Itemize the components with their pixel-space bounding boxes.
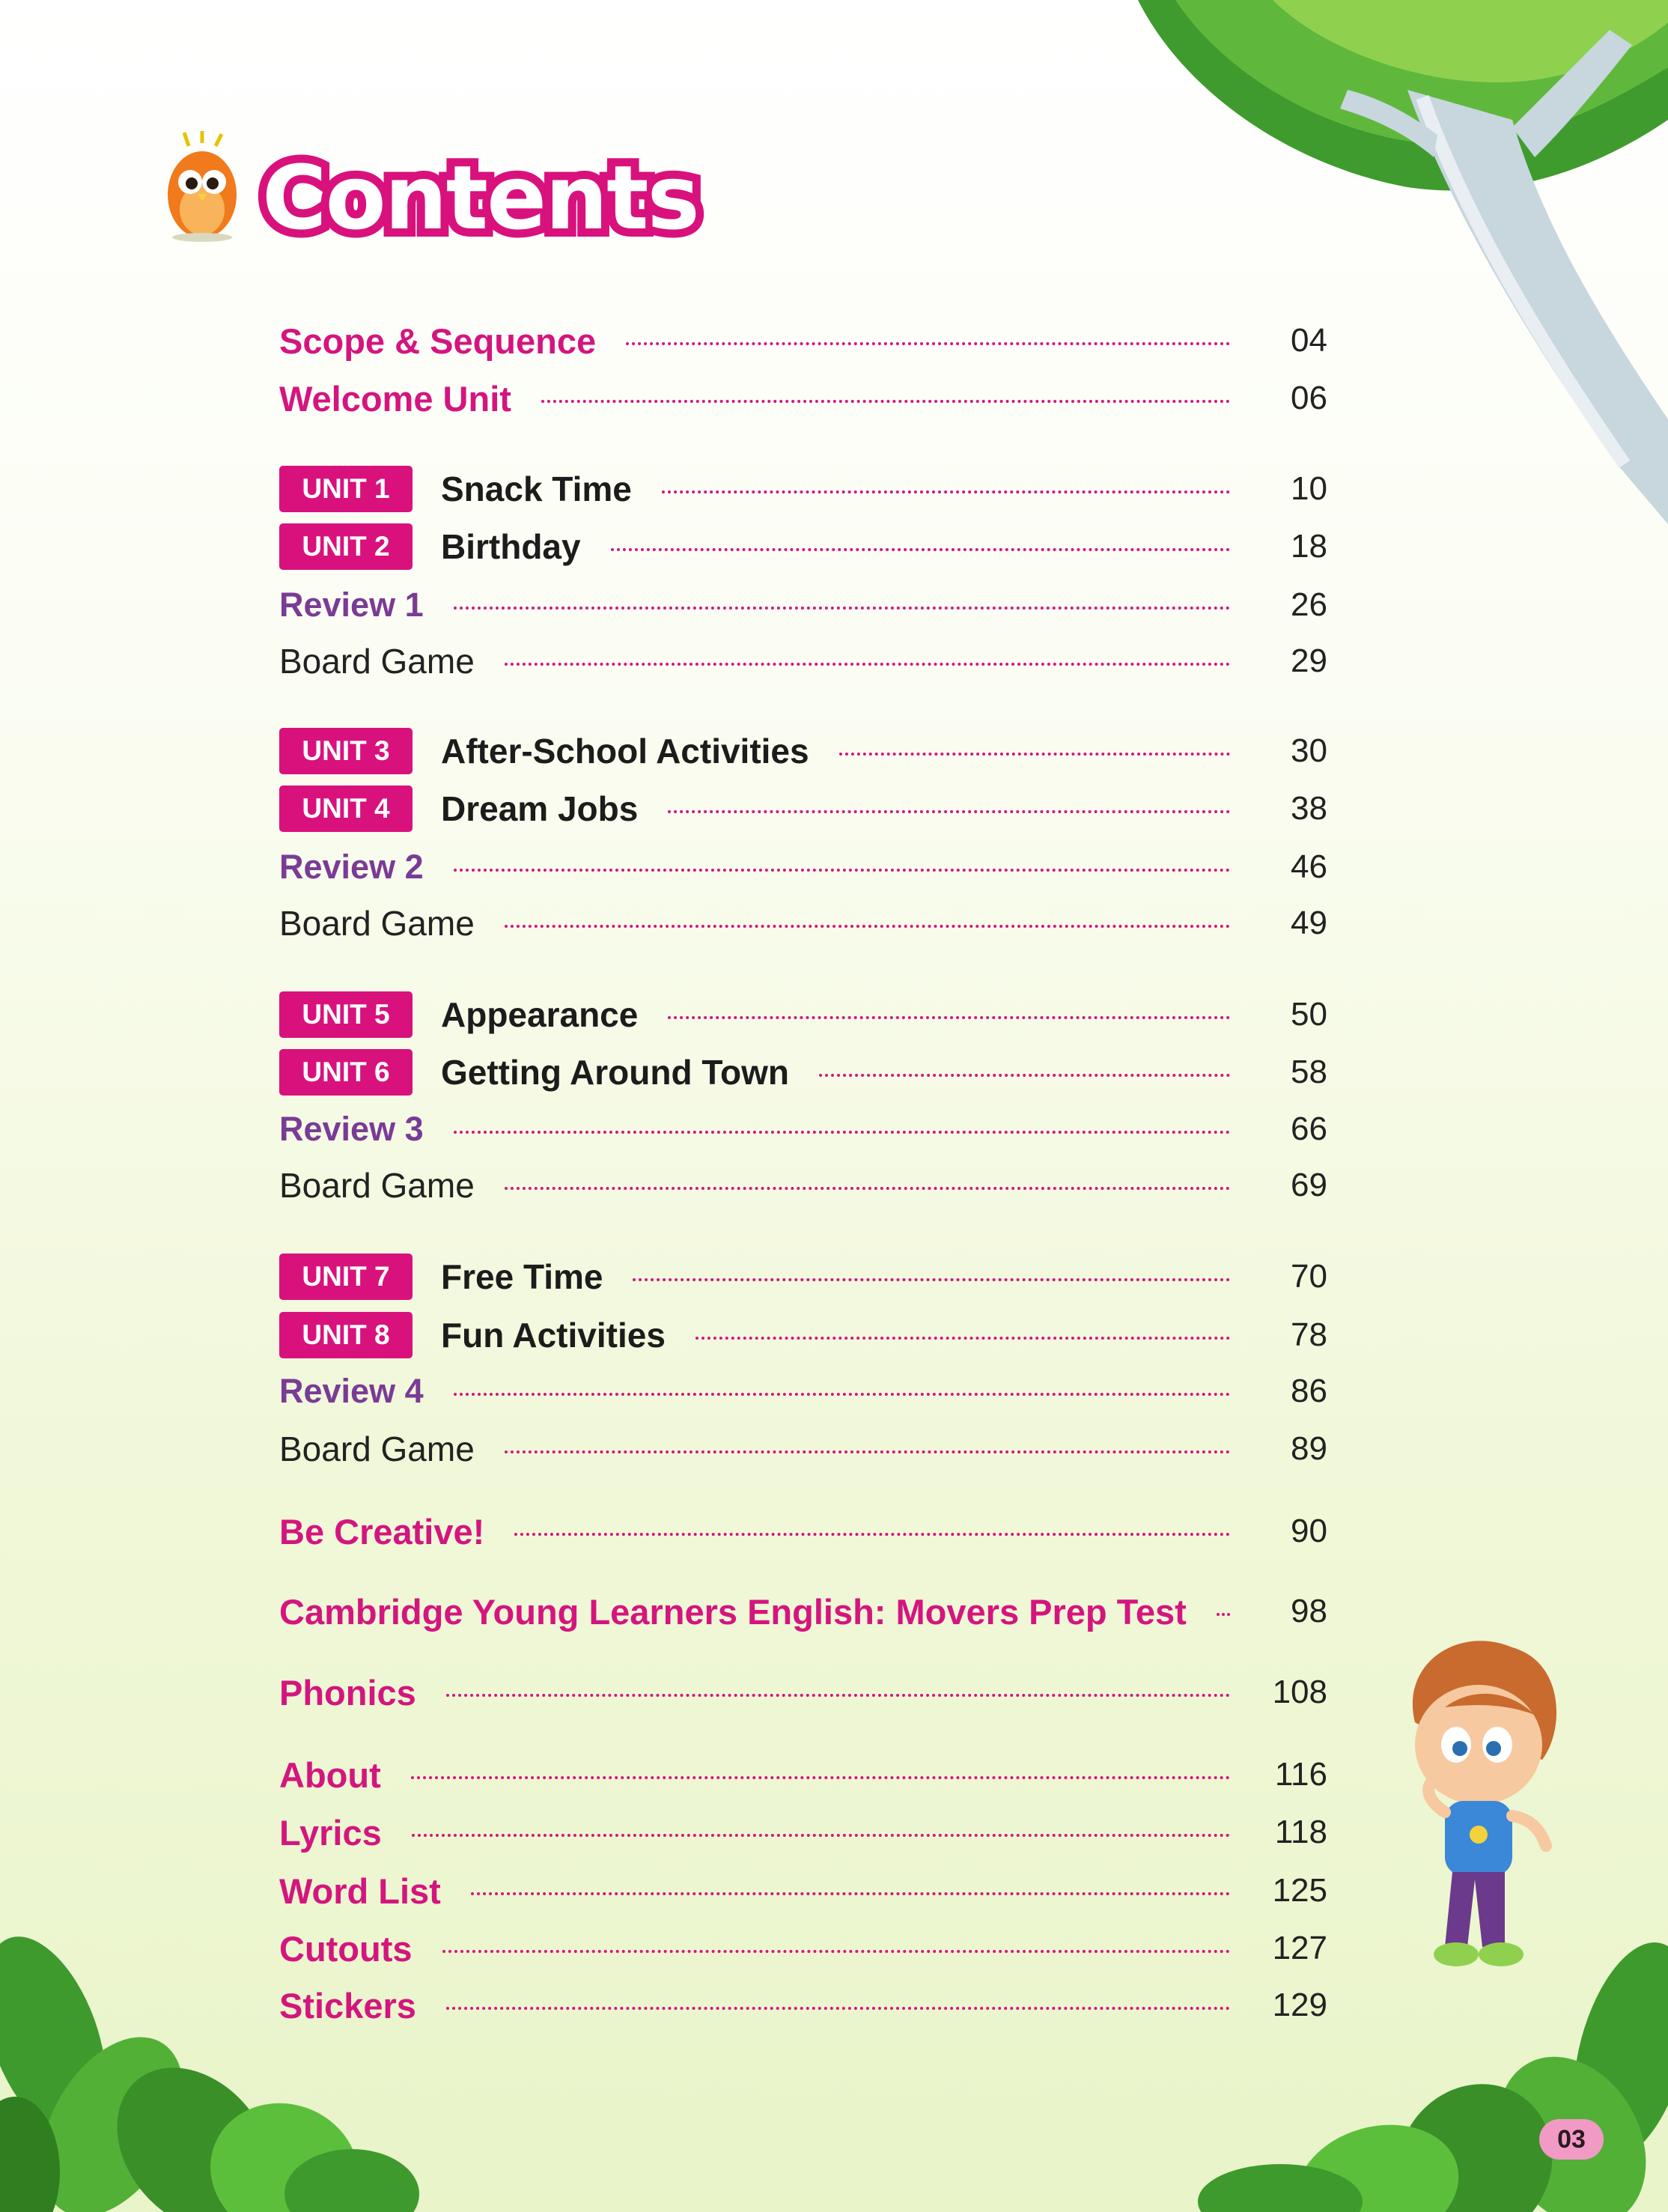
toc-entry-page-number: 116: [1274, 1756, 1327, 1793]
toc-entry-page-number: 50: [1291, 996, 1327, 1033]
dotted-leader: [662, 490, 1230, 493]
toc-entry-page-number: 29: [1291, 642, 1327, 679]
toc-entry-page-number: 127: [1272, 1930, 1327, 1966]
toc-entry-page-number: 118: [1274, 1814, 1327, 1850]
toc-entry-title: Welcome Unit: [279, 378, 511, 419]
toc-entry-page-number: 58: [1291, 1054, 1327, 1090]
mascot-owl-icon: [157, 131, 247, 243]
dotted-leader: [505, 663, 1230, 666]
toc-entry[interactable]: [279, 1868, 1327, 1913]
dotted-leader: [611, 548, 1230, 551]
page-title: Contents: [262, 146, 698, 249]
unit-badge: UNIT 8: [279, 1312, 413, 1358]
unit-badge: UNIT 7: [279, 1254, 413, 1300]
contents-header: [157, 131, 698, 251]
toc-entry-page-number: 89: [1291, 1430, 1327, 1467]
toc-entry-title: About: [279, 1754, 381, 1795]
toc-entry-page-number: 78: [1291, 1316, 1327, 1353]
toc-entry[interactable]: [279, 1163, 1327, 1208]
toc-entry[interactable]: [279, 1107, 1327, 1152]
toc-entry[interactable]: [279, 1589, 1327, 1634]
dotted-leader: [505, 925, 1230, 928]
toc-entry-page-number: 129: [1272, 1987, 1327, 2023]
toc-entry-page-number: 86: [1291, 1373, 1327, 1409]
unit-badge: UNIT 1: [279, 466, 413, 512]
toc-entry[interactable]: [279, 1254, 1327, 1299]
toc-entry-page-number: 30: [1291, 732, 1327, 769]
toc-entry[interactable]: [279, 845, 1327, 890]
page-number-badge: 03: [1539, 2119, 1604, 2160]
dotted-leader: [514, 1533, 1230, 1536]
dotted-leader: [626, 342, 1230, 345]
dotted-leader: [411, 1776, 1230, 1779]
dotted-leader: [454, 1393, 1230, 1396]
toc-entry-title: Review 1: [279, 586, 424, 624]
toc-entry-title: Free Time: [441, 1257, 603, 1296]
toc-entry-title: Cutouts: [279, 1928, 413, 1969]
toc-entry-title: Cambridge Young Learners English: Movers Prep Test: [279, 1591, 1187, 1632]
toc-entry[interactable]: [279, 376, 1327, 421]
boy-character-illustration: [1392, 1632, 1565, 1984]
toc-entry[interactable]: [279, 1810, 1327, 1855]
toc-entry[interactable]: [279, 467, 1327, 511]
toc-entry-page-number: 90: [1291, 1513, 1327, 1549]
toc-entry-title: Dream Jobs: [441, 789, 639, 828]
dotted-leader: [541, 400, 1230, 403]
toc-entry-page-number: 46: [1291, 848, 1327, 885]
dotted-leader: [446, 2007, 1230, 2010]
toc-entry-title: Review 2: [279, 848, 424, 886]
toc-entry-page-number: 06: [1291, 380, 1327, 416]
toc-entry-page-number: 26: [1291, 586, 1327, 623]
toc-entry[interactable]: [279, 992, 1327, 1037]
toc-entry-page-number: 70: [1291, 1258, 1327, 1295]
dotted-leader: [505, 1187, 1230, 1190]
dotted-leader: [454, 869, 1230, 872]
dotted-leader: [633, 1278, 1230, 1281]
toc-entry-title: Board Game: [279, 904, 475, 943]
dotted-leader: [1217, 1613, 1230, 1616]
toc-entry[interactable]: [279, 1313, 1327, 1358]
toc-entry-page-number: 125: [1272, 1872, 1327, 1909]
dotted-leader: [471, 1892, 1230, 1895]
dotted-leader: [446, 1694, 1230, 1697]
toc-entry-title: Board Game: [279, 1166, 475, 1205]
toc-entry-page-number: 66: [1291, 1110, 1327, 1147]
unit-badge: UNIT 5: [279, 991, 413, 1038]
toc-entry-page-number: 49: [1291, 905, 1327, 941]
toc-entry-title: Getting Around Town: [441, 1053, 790, 1092]
toc-entry-page-number: 98: [1291, 1593, 1327, 1629]
dotted-leader: [839, 753, 1230, 756]
toc-entry[interactable]: [279, 1670, 1327, 1715]
toc-entry-title: After-School Activities: [441, 732, 809, 771]
dotted-leader: [454, 607, 1230, 610]
toc-entry[interactable]: [279, 1926, 1327, 1971]
toc-entry-page-number: 04: [1291, 322, 1327, 359]
dotted-leader: [695, 1337, 1230, 1340]
unit-badge: UNIT 6: [279, 1049, 413, 1096]
toc-entry[interactable]: [279, 1050, 1327, 1095]
toc-entry-title: Appearance: [441, 995, 639, 1034]
toc-entry-title: Review 3: [279, 1110, 424, 1148]
toc-entry-page-number: 10: [1291, 470, 1327, 507]
dotted-leader: [505, 1450, 1230, 1453]
toc-entry-title: Review 4: [279, 1372, 424, 1410]
toc-entry-title: Board Game: [279, 1429, 475, 1468]
unit-badge: UNIT 4: [279, 786, 413, 832]
dotted-leader: [442, 1950, 1230, 1953]
toc-entry-title: Fun Activities: [441, 1316, 666, 1355]
toc-entry-title: Phonics: [279, 1672, 416, 1713]
toc-entry[interactable]: [279, 524, 1327, 569]
toc-entry-title: Snack Time: [441, 470, 632, 508]
toc-entry-page-number: 108: [1272, 1674, 1327, 1710]
toc-entry-title: Stickers: [279, 1985, 416, 2026]
toc-entry-title: Scope & Sequence: [279, 320, 597, 361]
toc-entry-title: Lyrics: [279, 1812, 382, 1853]
toc-entry-title: Be Creative!: [279, 1511, 485, 1552]
dotted-leader: [668, 1016, 1230, 1019]
toc-entry[interactable]: [279, 901, 1327, 946]
dotted-leader: [819, 1074, 1230, 1077]
toc-entry-page-number: 18: [1291, 528, 1327, 565]
unit-badge: UNIT 3: [279, 728, 413, 774]
dotted-leader: [412, 1834, 1230, 1837]
toc-entry[interactable]: [279, 1426, 1327, 1471]
toc-entry[interactable]: [279, 1983, 1327, 2028]
toc-entry-page-number: 38: [1291, 790, 1327, 827]
toc-entry-page-number: 69: [1291, 1167, 1327, 1203]
toc-entry-title: Word List: [279, 1871, 441, 1911]
unit-badge: UNIT 2: [279, 523, 413, 570]
toc-entry-title: Birthday: [441, 527, 581, 566]
toc-entry[interactable]: [279, 1509, 1327, 1554]
toc-entry-title: Board Game: [279, 642, 475, 681]
toc-entry[interactable]: [279, 318, 1327, 363]
toc-entry[interactable]: [279, 729, 1327, 774]
dotted-leader: [668, 810, 1230, 813]
toc-entry[interactable]: [279, 786, 1327, 831]
dotted-leader: [454, 1131, 1230, 1134]
toc-entry[interactable]: [279, 1369, 1327, 1414]
toc-entry[interactable]: [279, 1752, 1327, 1797]
toc-entry[interactable]: [279, 583, 1327, 628]
toc-entry[interactable]: [279, 639, 1327, 684]
